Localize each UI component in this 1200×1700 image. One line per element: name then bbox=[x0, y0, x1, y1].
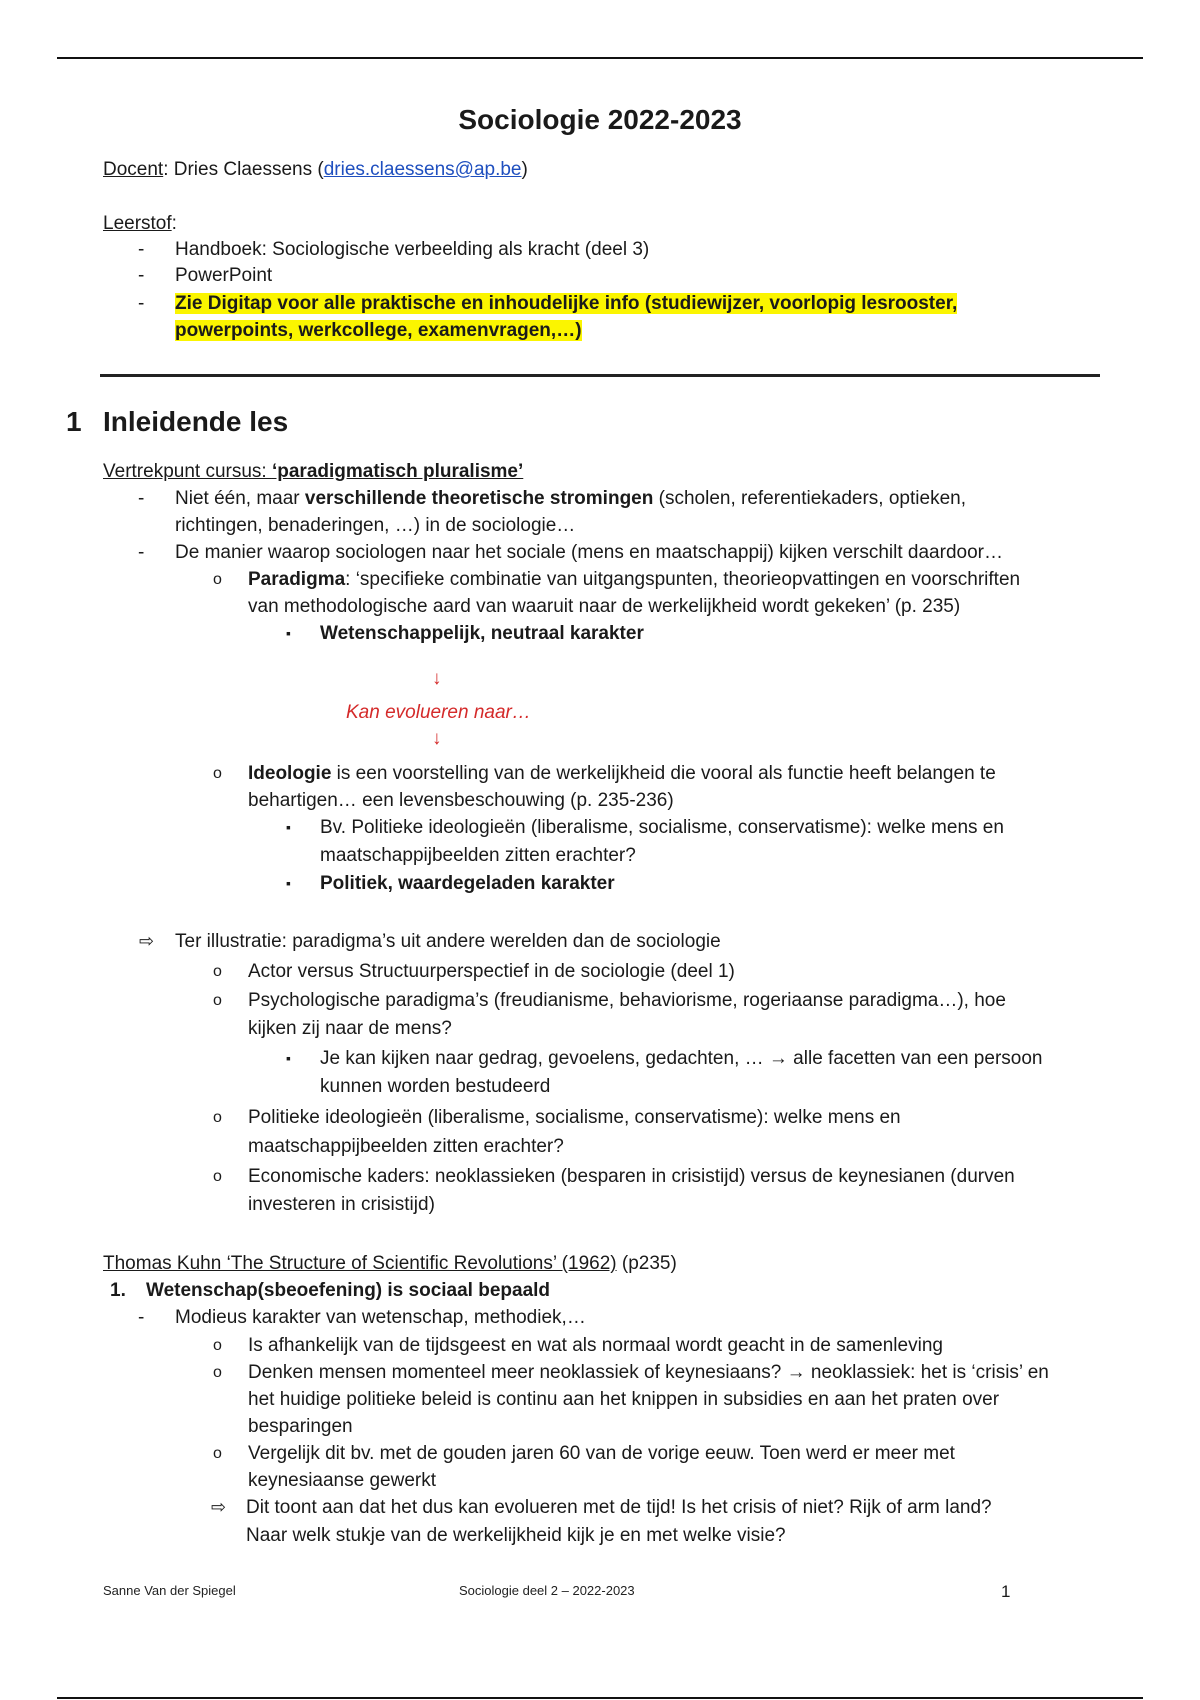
teacher-name: : Dries Claessens ( bbox=[163, 159, 324, 180]
footer-author: Sanne Van der Spiegel bbox=[103, 1583, 236, 1598]
list-item: De manier waarop sociologen naar het sociale (mens en maatschappij) kijken verschilt daardoor… bbox=[175, 542, 1003, 563]
teacher-label: Docent bbox=[103, 159, 164, 180]
materials-highlight: powerpoints, werkcollege, examenvragen,…) bbox=[175, 320, 582, 341]
section-number: 1 bbox=[66, 406, 82, 437]
paradigma-item: Paradigma: ‘specifieke combinatie van uitgangspunten, theorieopvattingen en voorschriften bbox=[248, 569, 1021, 590]
page-title: Sociologie 2022-2023 bbox=[458, 104, 742, 135]
evolve-label: Kan evolueren naar… bbox=[346, 702, 531, 723]
list-item: Modieus karakter van wetenschap, methodiek,… bbox=[175, 1307, 586, 1328]
square-bullet: ▪ bbox=[286, 875, 291, 891]
kuhn-item: Denken mensen momenteel meer neoklassiek of keynesiaans? → neoklassiek: het is ‘crisis’ en bbox=[248, 1362, 1049, 1383]
teacher-email-link[interactable]: dries.claessens@ap.be bbox=[323, 159, 522, 180]
start-point: Vertrekpunt cursus: ‘paradigmatisch pluralisme’ bbox=[103, 461, 524, 482]
kuhn-conclusion-cont: Naar welk stukje van de werkelijkheid kijk je en met welke visie? bbox=[246, 1525, 786, 1546]
kuhn-item-cont: besparingen bbox=[248, 1416, 353, 1437]
circle-bullet: o bbox=[213, 1364, 222, 1381]
list-item: Niet één, maar verschillende theoretische stromingen (scholen, referentiekaders, optieken, bbox=[175, 488, 966, 509]
illustration-heading: Ter illustratie: paradigma’s uit andere werelden dan de sociologie bbox=[175, 931, 721, 952]
dash-bullet: - bbox=[138, 239, 145, 260]
numbered-item: Wetenschap(sbeoefening) is sociaal bepaald bbox=[146, 1280, 551, 1301]
list-item-cont: richtingen, benaderingen, …) in de sociologie… bbox=[175, 515, 576, 536]
arrow-down-icon: ↓ bbox=[432, 668, 442, 689]
paradigma-item-cont: van methodologische aard van waaruit naar de werkelijkheid wordt gekeken’ (p. 235) bbox=[248, 596, 961, 617]
square-bullet: ▪ bbox=[286, 625, 291, 641]
numbered-item-number: 1. bbox=[110, 1280, 126, 1301]
circle-bullet: o bbox=[213, 963, 222, 980]
illustration-item-cont: maatschappijbeelden zitten erachter? bbox=[248, 1136, 564, 1157]
circle-bullet: o bbox=[213, 992, 222, 1009]
circle-bullet: o bbox=[213, 1168, 222, 1185]
illustration-item: Actor versus Structuurperspectief in de sociologie (deel 1) bbox=[248, 961, 735, 982]
ideologie-sub: Politiek, waardegeladen karakter bbox=[320, 873, 615, 894]
kuhn-item-cont: keynesiaanse gewerkt bbox=[248, 1470, 436, 1491]
materials-label: Leerstof bbox=[103, 213, 172, 234]
arrow-right-icon: ⇨ bbox=[211, 1497, 227, 1517]
dash-bullet: - bbox=[138, 293, 145, 314]
ideologie-item-cont: behartigen… een levensbeschouwing (p. 235-236) bbox=[248, 790, 674, 811]
materials-highlight: Zie Digitap voor alle praktische en inhoudelijke info (studiewijzer, voorlopig lesrooster, bbox=[175, 293, 958, 314]
dash-bullet: - bbox=[138, 265, 145, 286]
page-number: 1 bbox=[1001, 1582, 1011, 1601]
illustration-item-cont: investeren in crisistijd) bbox=[248, 1194, 435, 1215]
circle-bullet: o bbox=[213, 765, 222, 782]
circle-bullet: o bbox=[213, 1445, 222, 1462]
kuhn-item-cont: het huidige politieke beleid is continu aan het knippen in subsidies en aan het praten over bbox=[248, 1389, 1000, 1410]
arrow-right-icon: ⇨ bbox=[139, 931, 155, 951]
kuhn-conclusion: Dit toont aan dat het dus kan evolueren met de tijd! Is het crisis of niet? Rijk of arm land? bbox=[246, 1497, 992, 1518]
section-title: Inleidende les bbox=[103, 406, 289, 437]
illustration-item: Politieke ideologieën (liberalisme, socialisme, conservatisme): welke mens en bbox=[248, 1107, 901, 1128]
materials-item: Handboek: Sociologische verbeelding als kracht (deel 3) bbox=[175, 239, 650, 260]
ideologie-sub-cont: maatschappijbeelden zitten erachter? bbox=[320, 845, 636, 866]
ideologie-sub: Bv. Politieke ideologieën (liberalisme, socialisme, conservatisme): welke mens en bbox=[320, 817, 1004, 838]
section-divider bbox=[100, 374, 1100, 377]
ideologie-item: Ideologie is een voorstelling van de werkelijkheid die vooral als functie heeft belangen te bbox=[248, 763, 996, 784]
top-rule bbox=[57, 57, 1143, 59]
square-bullet: ▪ bbox=[286, 819, 291, 835]
kuhn-item: Is afhankelijk van de tijdsgeest en wat als normaal wordt geacht in de samenleving bbox=[248, 1335, 943, 1356]
arrow-down-icon: ↓ bbox=[432, 728, 442, 749]
circle-bullet: o bbox=[213, 1109, 222, 1126]
teacher-line bbox=[103, 156, 528, 183]
teacher-close: ) bbox=[521, 159, 528, 180]
kuhn-reference: Thomas Kuhn ‘The Structure of Scientific Revolutions’ (1962) (p235) bbox=[103, 1253, 677, 1274]
footer-course: Sociologie deel 2 – 2022-2023 bbox=[459, 1583, 635, 1598]
dash-bullet: - bbox=[138, 542, 145, 563]
kuhn-item: Vergelijk dit bv. met de gouden jaren 60 van de vorige eeuw. Toen werd er meer met bbox=[248, 1443, 955, 1464]
materials-heading: Leerstof: bbox=[103, 213, 177, 234]
illustration-sub: Je kan kijken naar gedrag, gevoelens, gedachten, … → alle facetten van een persoon bbox=[320, 1048, 1043, 1069]
dash-bullet: - bbox=[138, 488, 145, 509]
illustration-item: Economische kaders: neoklassieken (besparen in crisistijd) versus de keynesianen (durven bbox=[248, 1166, 1015, 1187]
circle-bullet: o bbox=[213, 571, 222, 588]
illustration-sub-cont: kunnen worden bestudeerd bbox=[320, 1076, 551, 1097]
paradigma-sub: Wetenschappelijk, neutraal karakter bbox=[320, 623, 644, 644]
materials-item: PowerPoint bbox=[175, 265, 273, 286]
illustration-item: Psychologische paradigma’s (freudianisme, behaviorisme, rogeriaanse paradigma…), hoe bbox=[248, 990, 1006, 1011]
illustration-item-cont: kijken zij naar de mens? bbox=[248, 1018, 452, 1039]
square-bullet: ▪ bbox=[286, 1050, 291, 1066]
bottom-rule bbox=[57, 1697, 1143, 1699]
circle-bullet: o bbox=[213, 1337, 222, 1354]
dash-bullet: - bbox=[138, 1307, 145, 1328]
